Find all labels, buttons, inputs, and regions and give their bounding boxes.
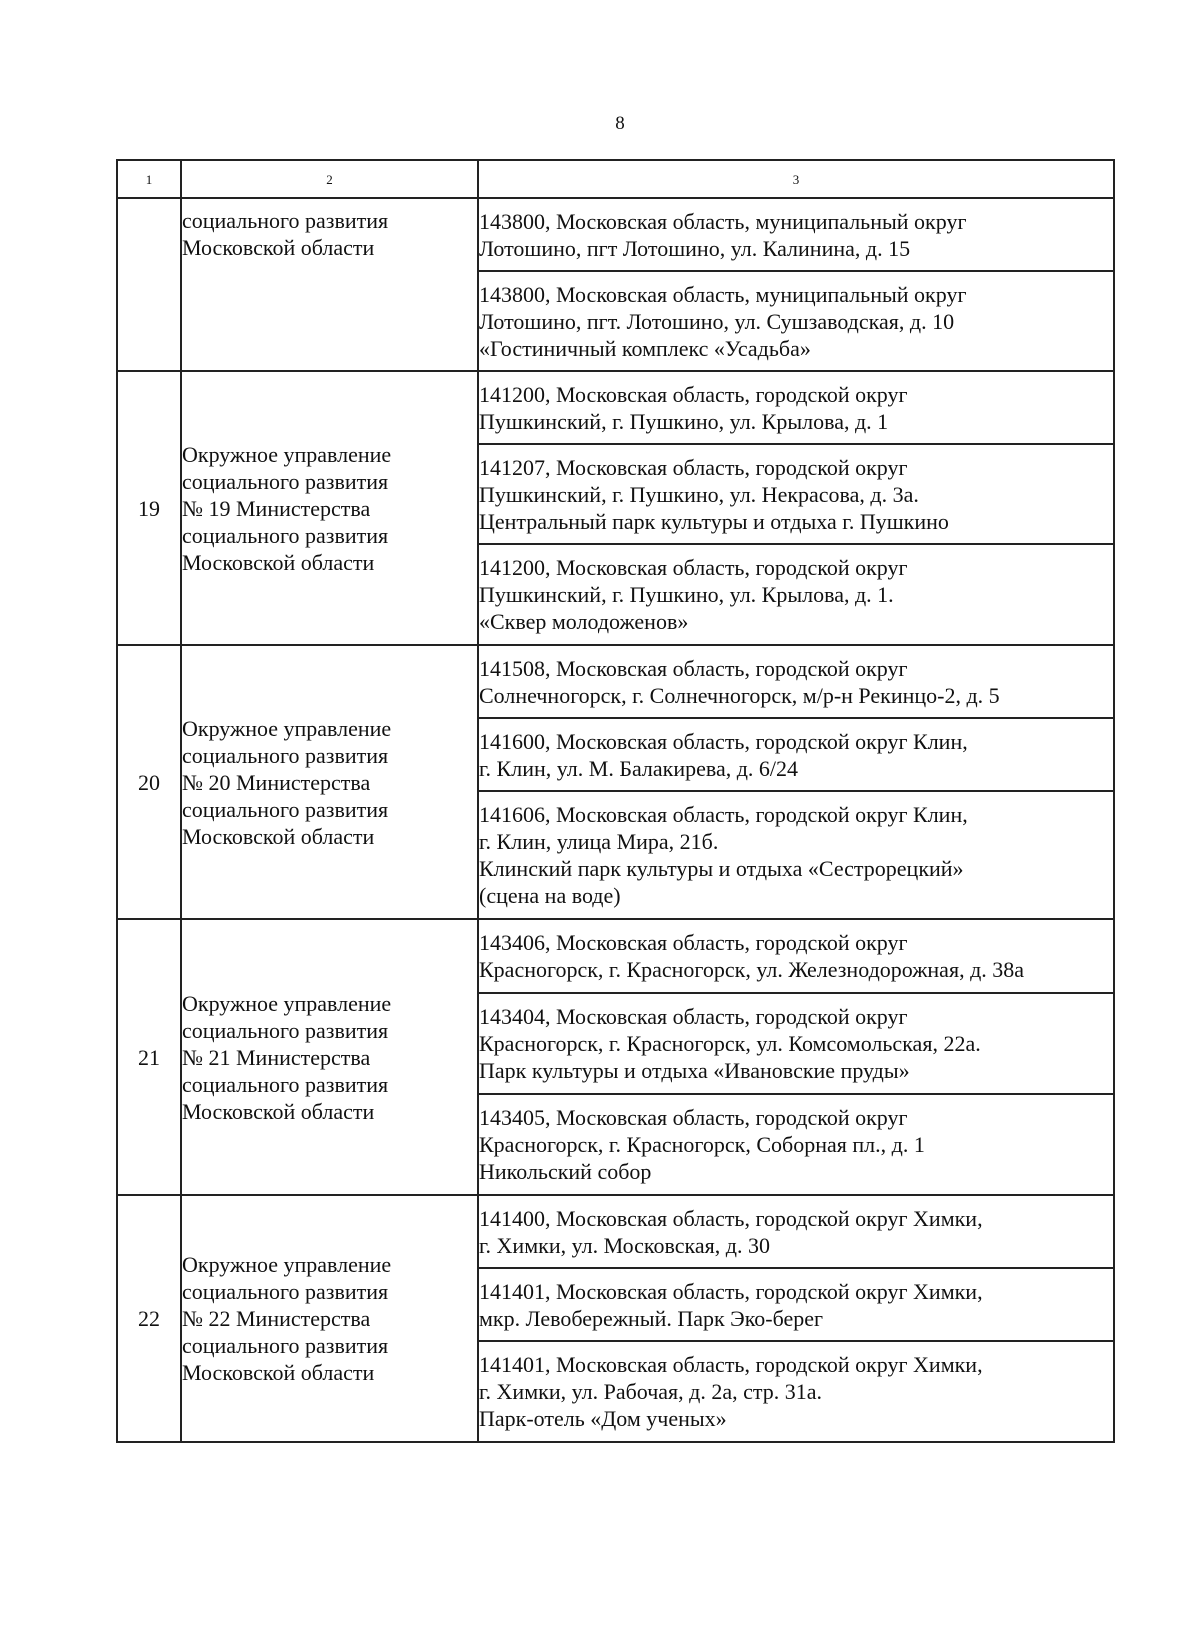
address-line: 143800, Московская область, муниципальный округ <box>479 281 967 307</box>
address-line: 143800, Московская область, муниципальный округ <box>479 208 967 234</box>
organization-line: № 19 Министерства <box>182 495 371 521</box>
column-header-2: 2 <box>181 160 478 198</box>
organization-line: № 21 Министерства <box>182 1044 371 1070</box>
address-line: г. Клин, улица Мира, 21б. <box>479 829 719 854</box>
address-line: 141401, Московская область, городской округ Химки, <box>479 1352 983 1377</box>
address-cell <box>478 544 1114 645</box>
organization-line: социального развития <box>182 208 389 233</box>
row-number-cell: 22 <box>117 1195 181 1442</box>
institutions-table <box>116 159 1115 1443</box>
address-line: Пушкинский, г. Пушкино, ул. Крылова, д. 1 <box>479 408 889 434</box>
address-line: 141207, Московская область, городской округ <box>479 454 908 480</box>
address-cell <box>478 919 1114 993</box>
organization-line: социального развития <box>182 1071 389 1097</box>
address-cell <box>478 1268 1114 1341</box>
address-line: Пушкинский, г. Пушкино, ул. Крылова, д. 1. <box>479 582 894 607</box>
address-line: Клинский парк культуры и отдыха «Сестрорецкий» <box>479 856 964 881</box>
organization-line: социального развития <box>182 468 389 494</box>
organization-line: социального развития <box>182 522 389 548</box>
address-line: «Сквер молодоженов» <box>479 609 689 634</box>
table-header-row <box>117 160 1114 198</box>
table-row <box>117 919 1114 993</box>
organization-line: № 20 Министерства <box>182 769 371 795</box>
address-line: г. Клин, ул. М. Балакирева, д. 6/24 <box>479 755 799 781</box>
address-line: (сцена на воде) <box>479 883 621 908</box>
address-line: 141606, Московская область, городской округ Клин, <box>479 802 968 827</box>
address-line: Центральный парк культуры и отдыха г. Пушкино <box>479 508 949 534</box>
row-number-cell: 21 <box>117 919 181 1195</box>
address-line: 143406, Московская область, городской округ <box>479 930 908 955</box>
organization-line: Московской области <box>182 1360 375 1385</box>
organization-cell <box>181 198 478 371</box>
row-number-cell: 20 <box>117 645 181 919</box>
address-cell <box>478 791 1114 919</box>
address-line: Лотошино, пгт. Лотошино, ул. Сушзаводская, д. 10 <box>479 308 955 334</box>
organization-cell <box>181 645 478 919</box>
address-cell <box>478 718 1114 791</box>
organization-line: Московской области <box>182 235 375 260</box>
address-line: 141600, Московская область, городской округ Клин, <box>479 728 968 754</box>
table-row <box>117 371 1114 444</box>
organization-line: Московской области <box>182 1098 375 1124</box>
organization-cell <box>181 919 478 1195</box>
organization-line: социального развития <box>182 742 389 768</box>
organization-line: Московской области <box>182 823 375 849</box>
address-cell <box>478 371 1114 444</box>
address-line: 141400, Московская область, городской округ Химки, <box>479 1205 983 1231</box>
address-cell <box>478 645 1114 718</box>
address-line: г. Химки, ул. Московская, д. 30 <box>479 1232 770 1258</box>
address-line: Пушкинский, г. Пушкино, ул. Некрасова, д. 3а. <box>479 481 919 507</box>
address-line: 141200, Московская область, городской округ <box>479 381 908 407</box>
organization-line: Московской области <box>182 549 375 575</box>
address-line: Красногорск, г. Красногорск, Соборная пл., д. 1 <box>479 1132 925 1157</box>
address-cell <box>478 271 1114 371</box>
address-line: Парк-отель «Дом ученых» <box>479 1406 727 1431</box>
organization-cell <box>181 371 478 645</box>
organization-line: социального развития <box>182 796 389 822</box>
organization-line: Окружное управление <box>182 441 392 467</box>
address-line: 141200, Московская область, городской округ <box>479 555 908 580</box>
address-cell <box>478 993 1114 1094</box>
column-header-1: 1 <box>117 160 181 198</box>
address-line: мкр. Левобережный. Парк Эко-берег <box>479 1305 824 1331</box>
organization-line: Окружное управление <box>182 715 392 741</box>
address-line: г. Химки, ул. Рабочая, д. 2а, стр. 31а. <box>479 1379 823 1404</box>
organization-line: Окружное управление <box>182 990 392 1016</box>
organization-cell <box>181 1195 478 1442</box>
address-line: 141401, Московская область, городской округ Химки, <box>479 1278 983 1304</box>
address-line: Парк культуры и отдыха «Ивановские пруды» <box>479 1058 910 1083</box>
address-cell <box>478 444 1114 544</box>
organization-line: социального развития <box>182 1017 389 1043</box>
address-cell <box>478 1195 1114 1268</box>
row-number-cell: 19 <box>117 371 181 645</box>
address-line: 143404, Московская область, городской округ <box>479 1004 908 1029</box>
address-cell <box>478 1094 1114 1195</box>
page-number: 8 <box>615 113 625 134</box>
organization-line: социального развития <box>182 1279 389 1304</box>
address-cell <box>478 198 1114 271</box>
address-line: Лотошино, пгт Лотошино, ул. Калинина, д. 15 <box>479 235 911 261</box>
address-line: «Гостиничный комплекс «Усадьба» <box>479 335 811 361</box>
address-line: Солнечногорск, г. Солнечногорск, м/р-н Рекинцо-2, д. 5 <box>479 682 1000 708</box>
table-row <box>117 198 1114 271</box>
address-line: 141508, Московская область, городской округ <box>479 655 908 681</box>
row-number-cell <box>117 198 181 371</box>
address-cell <box>478 1341 1114 1442</box>
column-header-3: 3 <box>478 160 1114 198</box>
organization-line: социального развития <box>182 1333 389 1358</box>
address-line: Красногорск, г. Красногорск, ул. Комсомольская, 22а. <box>479 1031 981 1056</box>
organization-line: Окружное управление <box>182 1252 392 1277</box>
address-line: Никольский собор <box>479 1159 652 1184</box>
address-line: Красногорск, г. Красногорск, ул. Железнодорожная, д. 38а <box>479 957 1025 982</box>
organization-line: № 22 Министерства <box>182 1306 371 1331</box>
address-line: 143405, Московская область, городской округ <box>479 1105 908 1130</box>
table-row <box>117 645 1114 718</box>
table-row <box>117 1195 1114 1268</box>
